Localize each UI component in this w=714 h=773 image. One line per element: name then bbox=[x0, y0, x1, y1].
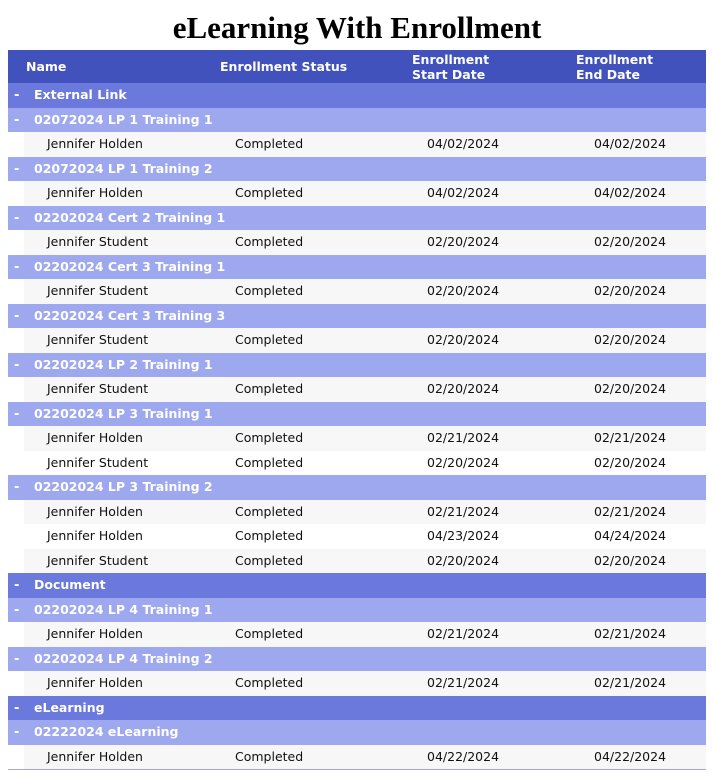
column-header-end-line1: Enrollment bbox=[576, 51, 654, 67]
subgroup-header[interactable] bbox=[8, 157, 706, 182]
cell-start-date: 02/20/2024 bbox=[427, 454, 500, 470]
cell-end-date: 02/21/2024 bbox=[594, 503, 667, 519]
collapse-toggle-icon[interactable]: - bbox=[14, 357, 20, 373]
collapse-toggle-icon[interactable]: - bbox=[14, 112, 20, 128]
table-header bbox=[8, 50, 706, 83]
subgroup-header[interactable] bbox=[8, 402, 706, 427]
column-header-status[interactable]: Enrollment Status bbox=[220, 59, 348, 74]
cell-status: Completed bbox=[235, 430, 304, 445]
cell-name: Jennifer Student bbox=[47, 332, 149, 347]
table-row bbox=[8, 426, 706, 451]
collapse-toggle-icon[interactable]: - bbox=[14, 259, 20, 275]
group-name: Document bbox=[34, 577, 106, 592]
column-header-end-line2: End Date bbox=[576, 66, 641, 82]
table-row bbox=[8, 279, 706, 304]
subgroup-name: 02202024 Cert 3 Training 3 bbox=[34, 307, 226, 323]
cell-name: Jennifer Student bbox=[47, 454, 149, 470]
subgroup-name: 02072024 LP 1 Training 2 bbox=[34, 160, 213, 176]
subgroup-header[interactable] bbox=[8, 108, 706, 133]
subgroup-name: 02222024 eLearning bbox=[34, 724, 179, 739]
table-bottom-divider bbox=[8, 769, 706, 770]
subgroup-header[interactable] bbox=[8, 206, 706, 231]
row-cells bbox=[24, 230, 706, 255]
cell-status: Completed bbox=[235, 454, 304, 470]
cell-name: Jennifer Holden bbox=[47, 430, 143, 445]
row-cells bbox=[24, 377, 706, 402]
cell-name: Jennifer Student bbox=[47, 234, 149, 249]
cell-start-date: 04/22/2024 bbox=[427, 748, 500, 764]
cell-start-date: 02/20/2024 bbox=[427, 234, 500, 249]
row-cells bbox=[24, 426, 706, 451]
cell-name: Jennifer Holden bbox=[47, 503, 143, 519]
table-body bbox=[8, 83, 706, 769]
cell-end-date: 02/20/2024 bbox=[594, 552, 667, 568]
cell-name: Jennifer Student bbox=[47, 552, 149, 568]
row-cells bbox=[24, 451, 706, 476]
cell-end-date: 02/21/2024 bbox=[594, 430, 667, 445]
cell-end-date: 02/20/2024 bbox=[594, 454, 667, 470]
row-cells bbox=[24, 279, 706, 304]
table-row bbox=[8, 230, 706, 255]
cell-status: Completed bbox=[235, 136, 304, 151]
row-cells bbox=[24, 745, 706, 770]
subgroup-header[interactable] bbox=[8, 255, 706, 280]
subgroup-name: 02072024 LP 1 Training 1 bbox=[34, 111, 213, 127]
subgroup-name: 02202024 LP 3 Training 1 bbox=[34, 405, 213, 421]
cell-name: Jennifer Holden bbox=[47, 528, 143, 543]
table-row bbox=[8, 622, 706, 647]
cell-status: Completed bbox=[235, 626, 304, 641]
cell-start-date: 04/23/2024 bbox=[427, 528, 500, 543]
collapse-toggle-icon[interactable]: - bbox=[14, 161, 20, 177]
cell-status: Completed bbox=[235, 185, 304, 200]
column-header-start-line1: Enrollment bbox=[412, 51, 490, 67]
collapse-toggle-icon[interactable]: - bbox=[14, 308, 20, 324]
cell-name: Jennifer Holden bbox=[47, 185, 143, 200]
cell-start-date: 02/20/2024 bbox=[427, 332, 500, 347]
row-cells bbox=[24, 328, 706, 353]
cell-status: Completed bbox=[235, 675, 304, 690]
subgroup-header[interactable] bbox=[8, 353, 706, 378]
cell-start-date: 02/21/2024 bbox=[427, 430, 500, 445]
cell-start-date: 02/20/2024 bbox=[427, 381, 500, 396]
row-cells bbox=[24, 671, 706, 696]
group-name: eLearning bbox=[34, 699, 105, 715]
cell-end-date: 02/20/2024 bbox=[594, 283, 667, 298]
subgroup-header[interactable] bbox=[8, 720, 706, 745]
cell-end-date: 02/21/2024 bbox=[594, 675, 667, 690]
collapse-toggle-icon[interactable]: - bbox=[14, 700, 20, 716]
row-cells bbox=[24, 622, 706, 647]
cell-end-date: 04/24/2024 bbox=[594, 528, 667, 543]
cell-start-date: 02/21/2024 bbox=[427, 503, 500, 519]
table-row bbox=[8, 451, 706, 476]
subgroup-name: 02202024 LP 3 Training 2 bbox=[34, 479, 213, 494]
cell-name: Jennifer Student bbox=[47, 381, 149, 396]
cell-end-date: 04/22/2024 bbox=[594, 748, 667, 764]
row-cells bbox=[24, 132, 706, 157]
cell-name: Jennifer Holden bbox=[47, 675, 143, 690]
collapse-toggle-icon[interactable]: - bbox=[14, 88, 20, 103]
table-row bbox=[8, 500, 706, 525]
subgroup-header[interactable] bbox=[8, 304, 706, 329]
collapse-toggle-icon[interactable]: - bbox=[14, 725, 20, 740]
cell-end-date: 02/21/2024 bbox=[594, 626, 667, 641]
table-row bbox=[8, 524, 706, 549]
cell-start-date: 04/02/2024 bbox=[427, 136, 500, 151]
column-header-name[interactable]: Name bbox=[26, 59, 67, 74]
page-title: eLearning With Enrollment bbox=[172, 10, 542, 45]
collapse-toggle-icon[interactable]: - bbox=[14, 651, 20, 667]
subgroup-name: 02202024 Cert 3 Training 1 bbox=[34, 258, 226, 274]
cell-end-date: 04/02/2024 bbox=[594, 136, 667, 151]
table-row bbox=[8, 132, 706, 157]
row-cells bbox=[24, 181, 706, 206]
cell-status: Completed bbox=[235, 283, 304, 298]
row-cells bbox=[24, 500, 706, 525]
column-header-start-line2: Start Date bbox=[412, 66, 486, 82]
cell-end-date: 02/20/2024 bbox=[594, 332, 667, 347]
cell-status: Completed bbox=[235, 528, 304, 543]
subgroup-header[interactable] bbox=[8, 647, 706, 672]
table-row bbox=[8, 328, 706, 353]
table-row bbox=[8, 745, 706, 770]
table-row bbox=[8, 181, 706, 206]
cell-start-date: 02/20/2024 bbox=[427, 552, 500, 568]
subgroup-name: 02202024 LP 4 Training 2 bbox=[34, 650, 213, 666]
group-header[interactable] bbox=[8, 83, 706, 108]
collapse-toggle-icon[interactable]: - bbox=[14, 602, 20, 618]
cell-status: Completed bbox=[235, 503, 304, 519]
report-table bbox=[8, 50, 706, 770]
collapse-toggle-icon[interactable]: - bbox=[14, 210, 20, 226]
cell-end-date: 04/02/2024 bbox=[594, 185, 667, 200]
cell-status: Completed bbox=[235, 748, 304, 764]
subgroup-header[interactable] bbox=[8, 598, 706, 623]
subgroup-name: 02202024 LP 4 Training 1 bbox=[34, 601, 213, 617]
cell-start-date: 02/20/2024 bbox=[427, 283, 500, 298]
cell-status: Completed bbox=[235, 381, 304, 396]
group-name: External Link bbox=[34, 87, 127, 102]
table-row bbox=[8, 549, 706, 574]
cell-name: Jennifer Student bbox=[47, 283, 149, 298]
cell-start-date: 02/21/2024 bbox=[427, 675, 500, 690]
table-row bbox=[8, 377, 706, 402]
cell-status: Completed bbox=[235, 234, 304, 249]
table-row bbox=[8, 671, 706, 696]
cell-end-date: 02/20/2024 bbox=[594, 381, 667, 396]
column-header-end-date[interactable] bbox=[576, 50, 653, 83]
group-header[interactable] bbox=[8, 573, 706, 598]
row-cells bbox=[24, 524, 706, 549]
row-cells bbox=[24, 549, 706, 574]
column-header-start-date[interactable] bbox=[412, 50, 489, 83]
cell-name: Jennifer Holden bbox=[47, 626, 143, 641]
cell-name: Jennifer Holden bbox=[47, 136, 143, 151]
cell-end-date: 02/20/2024 bbox=[594, 234, 667, 249]
collapse-toggle-icon[interactable]: - bbox=[14, 406, 20, 422]
cell-start-date: 04/02/2024 bbox=[427, 185, 500, 200]
cell-name: Jennifer Holden bbox=[47, 748, 143, 764]
subgroup-header[interactable] bbox=[8, 475, 706, 500]
group-header[interactable] bbox=[8, 696, 706, 721]
collapse-toggle-icon[interactable]: - bbox=[14, 480, 20, 495]
cell-start-date: 02/21/2024 bbox=[427, 626, 500, 641]
cell-status: Completed bbox=[235, 332, 304, 347]
collapse-toggle-icon[interactable]: - bbox=[14, 578, 20, 593]
subgroup-name: 02202024 Cert 2 Training 1 bbox=[34, 209, 226, 225]
subgroup-name: 02202024 LP 2 Training 1 bbox=[34, 356, 213, 372]
cell-status: Completed bbox=[235, 552, 304, 568]
